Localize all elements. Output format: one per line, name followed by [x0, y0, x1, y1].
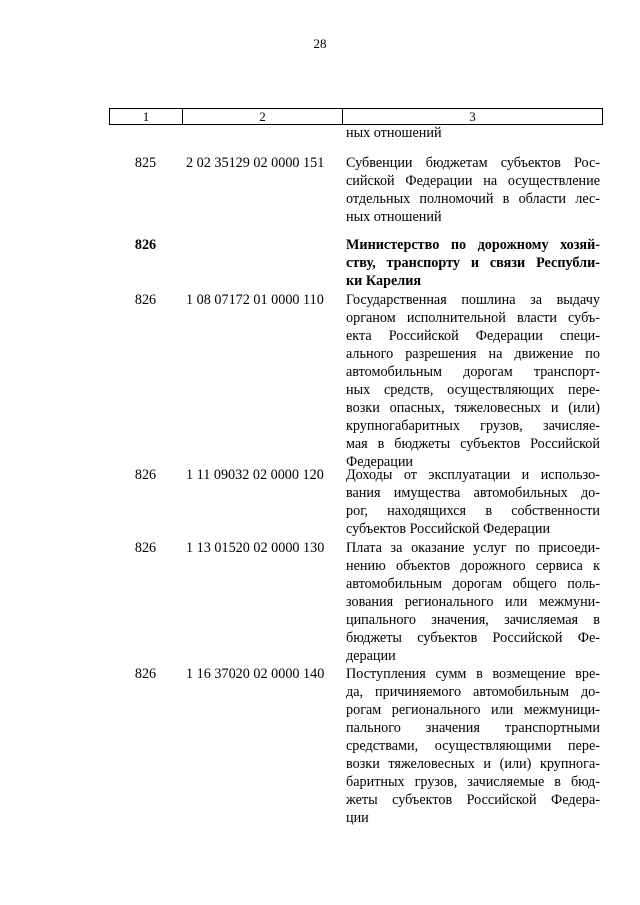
- description-line: сийской Федерации на осуществление: [346, 173, 600, 189]
- description-line: нению объектов дорожного сервиса к: [346, 558, 600, 574]
- description-line: Федерации: [346, 454, 414, 470]
- description-line: баритных грузов, зачисляемые в бюд-: [346, 774, 600, 790]
- description-line: екта Российской Федерации специ-: [346, 328, 600, 344]
- description-line: автомобильным дорогам общего поль-: [346, 576, 600, 592]
- description-line: ального разрешения на движение по: [346, 346, 600, 362]
- description-line: Субвенции бюджетам субъектов Рос-: [346, 155, 600, 171]
- description-line: Плата за оказание услуг по присоеди-: [346, 540, 600, 556]
- description-line: крупногабаритных грузов, зачисляе-: [346, 418, 600, 434]
- description-line: вания имущества автомобильных до-: [346, 485, 600, 501]
- description-line: органом исполнительной власти субъ-: [346, 310, 600, 326]
- admin-code: 826: [134, 467, 157, 483]
- budget-classification-code: 1 16 37020 02 0000 140: [186, 666, 325, 682]
- header-col-1: 1: [110, 109, 183, 124]
- budget-classification-code: 1 13 01520 02 0000 130: [186, 540, 325, 556]
- description-line: ции: [346, 810, 369, 826]
- description-line: возки опасных, тяжеловесных и (или): [346, 400, 600, 416]
- description-line: автомобильным дорогам транспорт-: [346, 364, 600, 380]
- admin-code: 825: [134, 155, 157, 171]
- description-line: ству, транспорту и связи Республи-: [346, 255, 600, 271]
- revenue-description: [346, 236, 600, 290]
- description-line: средствами, осуществляющими пере-: [346, 738, 600, 754]
- table-header: [109, 108, 603, 125]
- description-line: жеты субъектов Российской Федера-: [346, 792, 600, 808]
- admin-code: 826: [134, 292, 157, 308]
- description-line: Поступления сумм в возмещение вре-: [346, 666, 600, 682]
- revenue-description: [346, 124, 600, 142]
- description-line: да, причиняемого автомобильным до-: [346, 684, 600, 700]
- header-col-2: 2: [183, 109, 343, 124]
- description-line: зования регионального или межмуни-: [346, 594, 600, 610]
- description-line: отдельных полномочий в области лес-: [346, 191, 600, 207]
- page-number: 28: [313, 36, 327, 51]
- description-line: дерации: [346, 648, 396, 664]
- description-line: ных средств, осуществляющих пере-: [346, 382, 600, 398]
- description-line: мая в бюджеты субъектов Российской: [346, 436, 600, 452]
- description-line: ки Карелия: [346, 273, 422, 289]
- description-line: пального значения транспортными: [346, 720, 600, 736]
- budget-classification-code: 1 08 07172 01 0000 110: [186, 292, 324, 308]
- admin-code: 826: [134, 237, 157, 253]
- revenue-description: [346, 154, 600, 226]
- revenue-description: [346, 466, 600, 538]
- description-line: возки тяжеловесных и (или) крупнога-: [346, 756, 600, 772]
- description-line: Министерство по дорожному хозяй-: [346, 237, 600, 253]
- revenue-description: [346, 539, 600, 665]
- description-line: ных отношений: [346, 209, 442, 225]
- admin-code: 826: [134, 666, 157, 682]
- description-line: бюджеты субъектов Российской Фе-: [346, 630, 600, 646]
- admin-code: 826: [134, 540, 157, 556]
- description-line: Доходы от эксплуатации и использо-: [346, 467, 600, 483]
- budget-classification-code: 1 11 09032 02 0000 120: [186, 467, 324, 483]
- description-line: рог, находящихся в собственности: [346, 503, 600, 519]
- description-line: субъектов Российской Федерации: [346, 521, 551, 537]
- revenue-description: [346, 291, 600, 471]
- budget-classification-code: 2 02 35129 02 0000 151: [186, 155, 325, 171]
- description-line: Государственная пошлина за выдачу: [346, 292, 600, 308]
- header-col-3: 3: [469, 108, 476, 124]
- revenue-description: [346, 665, 600, 827]
- description-line: ных отношений: [346, 125, 442, 141]
- description-line: ципального значения, зачисляемая в: [346, 612, 600, 628]
- description-line: рогам регионального или межмуници-: [346, 702, 600, 718]
